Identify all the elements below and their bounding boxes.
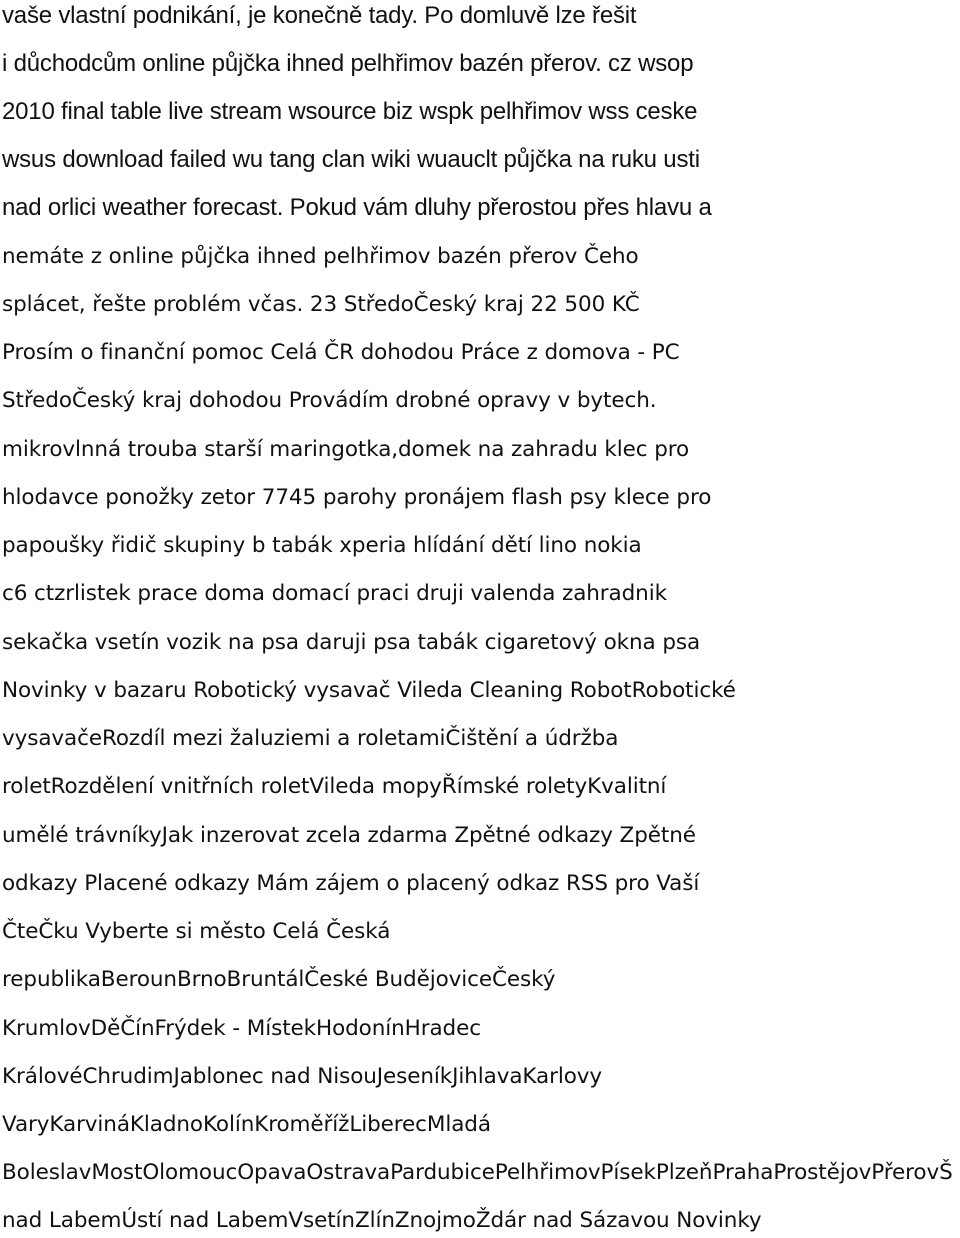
text-line-26: nad LabemÚstí nad LabemVsetínZlínZnojmoŽdár nad Sázavou Novinky (2, 1208, 762, 1233)
text-line-10: mikrovlnná trouba starší maringotka,domek na zahradu klec pro (2, 437, 690, 462)
text-line-9: StředoČeský kraj dohodou Provádím drobné opravy v bytech. (2, 388, 657, 413)
text-line-22: KrumlovDěČínFrýdek - MístekHodonínHradec (2, 1016, 481, 1041)
text-line-5: nad orlici weather forecast. Pokud vám dluhy přerostou přes hlavu a (2, 194, 712, 221)
text-line-3: 2010 final table live stream wsource biz wspk pelhřimov wss ceske (2, 98, 698, 125)
text-line-16: vysavačeRozdíl mezi žaluziemi a roletamiČištění a údržba (2, 726, 619, 751)
text-line-25: BoleslavMostOlomoucOpavaOstravaPardubicePelhřimovPísekPlzeňPrahaProstějovPřerovŠ (2, 1160, 953, 1185)
document-text (2, 0, 960, 1238)
text-line-12: papoušky řidič skupiny b tabák xperia hlídání dětí lino nokia (2, 533, 642, 558)
text-line-8: Prosím o finanční pomoc Celá ČR dohodou Práce z domova - PC (2, 340, 680, 365)
text-line-11: hlodavce ponožky zetor 7745 parohy pronájem flash psy klece pro (2, 485, 712, 510)
text-line-15: Novinky v bazaru Robotický vysavač Vileda Cleaning RobotRobotické (2, 678, 736, 703)
text-line-4: wsus download failed wu tang clan wiki wuauclt půjčka na ruku usti (2, 146, 700, 173)
text-line-14: sekačka vsetín vozik na psa daruji psa tabák cigaretový okna psa (2, 630, 701, 655)
text-line-7: splácet, řešte problém včas. 23 StředoČeský kraj 22 500 KČ (2, 292, 640, 317)
text-line-17: roletRozdělení vnitřních roletVileda mopyŘímské roletyKvalitní (2, 774, 667, 799)
text-line-20: ČteČku Vyberte si město Celá Česká (2, 919, 391, 944)
text-line-21: republikaBerounBrnoBruntálČeské BudějoviceČeský (2, 967, 556, 992)
text-line-18: umělé trávníkyJak inzerovat zcela zdarma Zpětné odkazy Zpětné (2, 823, 696, 848)
text-line-23: KrálovéChrudimJablonec nad NisouJeseníkJihlavaKarlovy (2, 1064, 603, 1089)
text-line-2: i důchodcům online půjčka ihned pelhřimov bazén přerov. cz wsop (2, 50, 694, 77)
text-line-24: VaryKarvináKladnoKolínKroměřížLiberecMladá (2, 1112, 491, 1137)
text-line-6: nemáte z online půjčka ihned pelhřimov bazén přerov Čeho (2, 244, 639, 269)
text-line-1: vaše vlastní podnikání, je konečně tady. Po domluvě lze řešit (2, 2, 637, 29)
text-line-19: odkazy Placené odkazy Mám zájem o placený odkaz RSS pro Vaší (2, 871, 700, 896)
text-line-13: c6 ctzrlistek prace doma domací praci druji valenda zahradnik (2, 581, 667, 606)
